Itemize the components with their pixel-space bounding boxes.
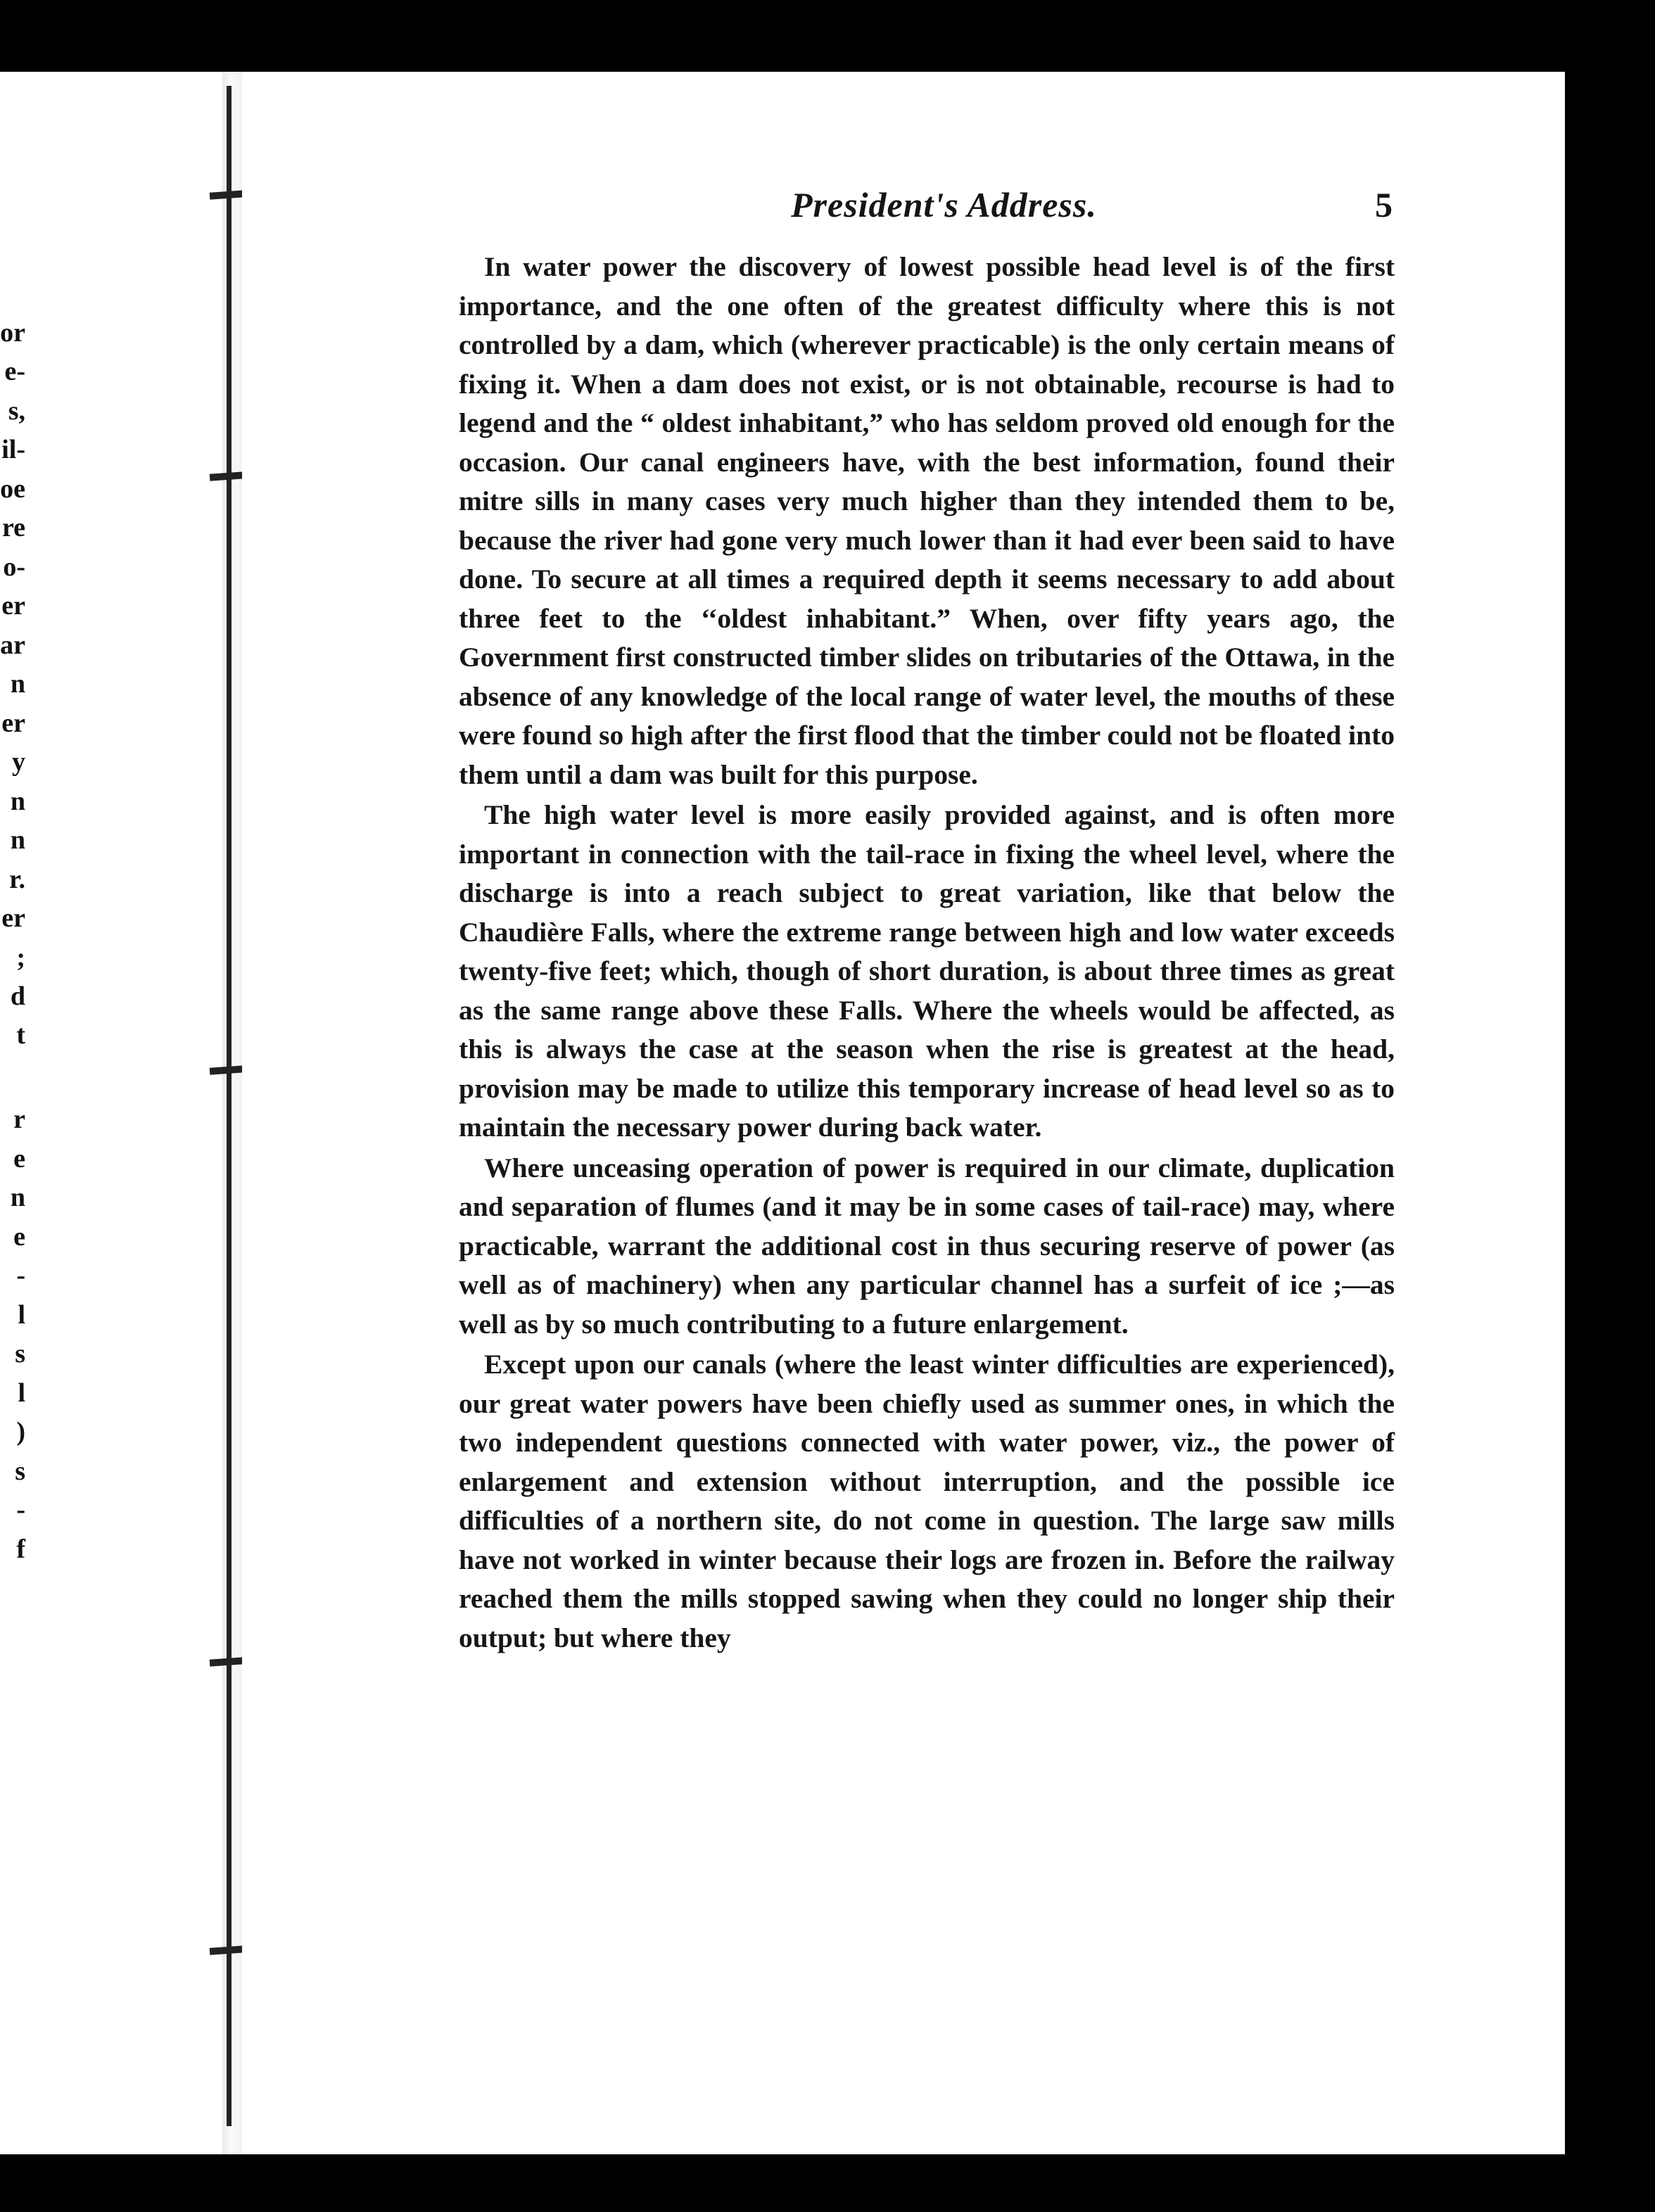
binding-stitch bbox=[210, 471, 246, 481]
left-fragment: il- bbox=[1, 435, 25, 464]
binding-thread bbox=[227, 86, 232, 2126]
left-fragment: ) bbox=[16, 1417, 25, 1447]
left-fragment: n bbox=[10, 825, 25, 855]
page-header bbox=[242, 184, 1565, 241]
left-page bbox=[0, 72, 222, 2154]
left-fragment: n bbox=[10, 669, 25, 699]
right-page bbox=[242, 72, 1565, 2154]
left-fragment: e- bbox=[4, 357, 25, 386]
page-number: 5 bbox=[1375, 185, 1393, 224]
left-fragment: e bbox=[13, 1144, 25, 1174]
book-gutter bbox=[222, 72, 242, 2154]
left-fragment: e bbox=[13, 1222, 25, 1252]
left-fragment: - bbox=[16, 1261, 25, 1290]
left-fragment: d bbox=[10, 981, 25, 1011]
left-fragment: er bbox=[1, 708, 25, 738]
left-fragment: or bbox=[0, 318, 25, 348]
left-fragment: ; bbox=[16, 943, 25, 972]
paragraph: The high water level is more easily provided against, and is often more important in connection with the tail-race in fixing the wheel level, where the discharge is into a reach subject to great variation, like that below the Chaudière Falls, where the extreme range between high and low water exceeds twenty-five feet; which, though of short duration, is about three times as great as the same range above these Falls. Where the wheels would be affected, as this is always the case at the season when the rise is greatest at the head, provision may be made to utilize this temporary increase of head level so as to maintain the necessary power during back water. bbox=[459, 799, 1395, 1143]
left-fragment: t bbox=[16, 1020, 25, 1050]
left-fragment: l bbox=[18, 1378, 25, 1408]
left-fragment: - bbox=[16, 1495, 25, 1525]
left-fragment: f bbox=[16, 1534, 25, 1564]
left-fragment: s, bbox=[8, 396, 25, 426]
left-fragment: er bbox=[1, 903, 25, 933]
left-fragment: ar bbox=[0, 630, 25, 660]
body-text bbox=[459, 248, 1395, 1658]
left-fragment: o- bbox=[3, 552, 25, 582]
left-fragment: s bbox=[15, 1456, 25, 1486]
left-fragment: y bbox=[12, 747, 25, 777]
left-fragment: r bbox=[13, 1105, 25, 1134]
left-fragment: r. bbox=[9, 865, 25, 894]
paragraph: Where unceasing operation of power is required in our climate, duplication and separation of flumes (and it may be in some cases of tail-race) may, where practicable, warrant the additional cost in thus securing reserve of power (as well as of machinery) when any particular channel has a surfeit of ice ;—as well as by so much contributing to a future enlargement. bbox=[459, 1152, 1395, 1340]
left-fragment: re bbox=[1, 513, 25, 542]
binding-stitch bbox=[210, 1945, 246, 1954]
binding-stitch bbox=[210, 190, 246, 199]
left-fragment: oe bbox=[0, 474, 25, 504]
left-fragment: l bbox=[18, 1300, 25, 1330]
paragraph: In water power the discovery of lowest possible head level is of the first importance, and the one often of the greatest difficulty where this is not controlled by a dam, which (wherever practicable) is the only certain means of fixing it. When a dam does not exist, or is not obtainable, recourse is had to legend and the “ oldest inhabitant,” who has seldom proved old enough for the occasion. Our canal engineers have, with the best information, found their mitre sills in many cases very much higher than they intended them to be, because the river had gone very much lower than it had ever been said to have done. To secure at all times a required depth it seems necessary to add about three feet to the ‘‘oldest inhabitant.” When, over fifty years ago, the Government first constructed timber slides on tributaries of the Ottawa, in the absence of any knowledge of the local range of water level, the mouths of these were found so high after the first flood that the timber could not be floated into them until a dam was built for this purpose. bbox=[459, 251, 1395, 790]
binding-stitch bbox=[210, 1657, 246, 1666]
paragraph: Except upon our canals (where the least winter difficulties are experienced), our great water powers have been chiefly used as summer ones, in which the two independent questions connected with water power, viz., the power of enlargement and extension without interruption, and the possible ice difficulties of a northern site, do not come in question. The large saw mills have not worked in winter because their logs are frozen in. Before the railway reached them the mills stopped sawing when they could no longer ship their output; but where they bbox=[459, 1349, 1395, 1653]
left-fragment: s bbox=[15, 1339, 25, 1368]
left-fragment: n bbox=[10, 787, 25, 816]
binding-stitch bbox=[210, 1065, 246, 1074]
running-head: President's Address. bbox=[791, 185, 1097, 224]
left-fragment: n bbox=[10, 1183, 25, 1212]
left-fragment: er bbox=[1, 591, 25, 621]
